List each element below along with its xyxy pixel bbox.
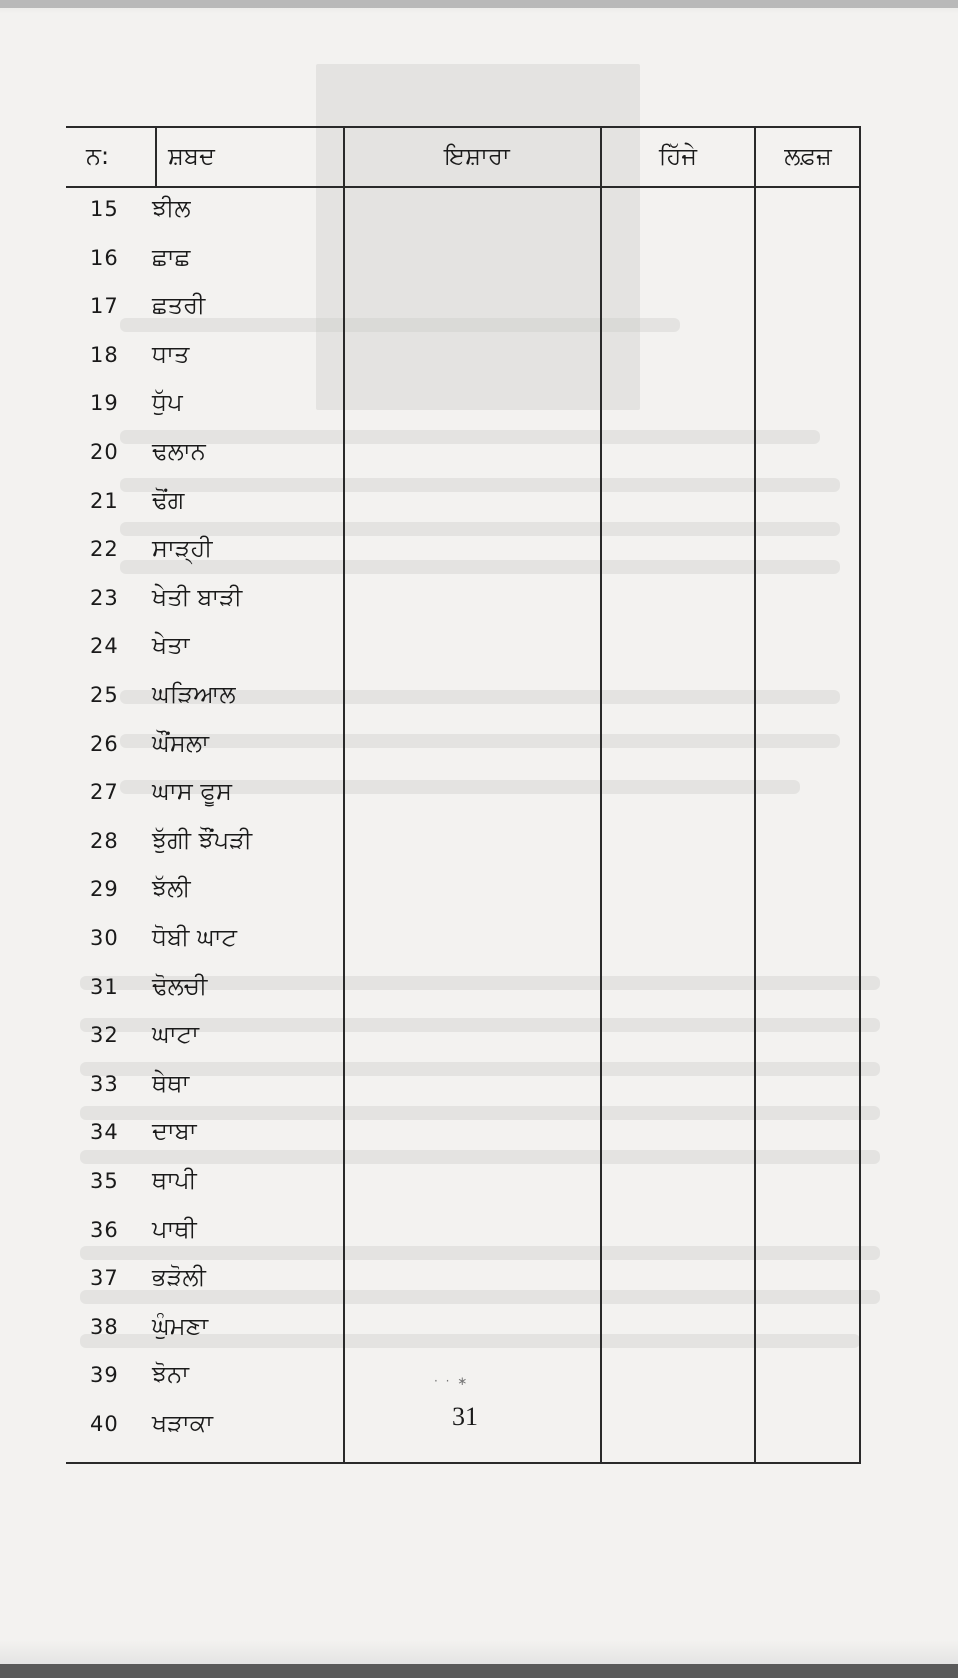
table-row <box>66 287 600 329</box>
column-divider <box>754 126 756 1464</box>
table-row <box>66 1113 600 1155</box>
header-number: ਨ: <box>86 142 110 170</box>
table-row <box>66 968 600 1010</box>
column-divider <box>859 126 861 1464</box>
row-number: 15 <box>90 197 119 221</box>
header-word: ਸ਼ਬਦ <box>168 142 215 170</box>
row-word: ਥਾਪੀ <box>152 1166 197 1194</box>
page-ornament: · · ∗ <box>434 1374 470 1388</box>
column-divider <box>600 126 602 1464</box>
table-row <box>66 870 600 912</box>
table-row <box>66 239 600 281</box>
row-number: 37 <box>90 1266 119 1291</box>
table-row <box>66 482 600 524</box>
row-number: 40 <box>90 1412 119 1436</box>
row-number: 33 <box>90 1071 119 1096</box>
table-row <box>66 919 600 961</box>
table-row <box>66 1356 600 1398</box>
row-word: ਝੀਲ <box>152 194 191 222</box>
table-row <box>66 773 600 815</box>
row-number: 27 <box>90 780 119 805</box>
table-row <box>66 1065 600 1107</box>
row-number: 25 <box>90 683 119 707</box>
row-number: 39 <box>90 1363 119 1388</box>
row-word: ਢੋਲਚੀ <box>152 971 208 1000</box>
table-row <box>66 579 600 621</box>
table-row <box>66 1259 600 1301</box>
header-spelling: ਹਿੱਜੇ <box>658 142 698 170</box>
scan-bottom-edge <box>0 1664 958 1678</box>
row-word: ਛਾਛ <box>152 242 191 271</box>
page-top-shadow <box>0 0 958 8</box>
table-header-rule <box>66 186 860 188</box>
table-row <box>66 384 600 426</box>
table-row <box>66 1016 600 1058</box>
row-number: 35 <box>90 1169 119 1193</box>
table-row <box>66 190 600 232</box>
row-number: 29 <box>90 877 119 902</box>
row-number: 26 <box>90 731 119 756</box>
row-word: ਪਾਥੀ <box>152 1214 197 1243</box>
row-word: ਢਲਾਨ <box>152 437 206 465</box>
table-bottom-rule <box>66 1462 860 1464</box>
row-number: 17 <box>90 294 119 319</box>
row-number: 36 <box>90 1217 119 1242</box>
row-word: ਝੋਨਾ <box>152 1360 189 1389</box>
row-word: ਝੱਲੀ <box>152 874 191 903</box>
row-number: 31 <box>90 974 119 999</box>
row-word: ਖੇਤਾ <box>152 631 190 660</box>
row-word: ਘੌਂਸਲਾ <box>152 728 209 757</box>
table-row <box>66 1405 600 1447</box>
column-divider <box>155 126 157 186</box>
table-row <box>66 1211 600 1253</box>
row-word: ਧਾਤ <box>152 339 190 368</box>
row-number: 18 <box>90 342 119 367</box>
row-number: 22 <box>90 537 119 562</box>
table-row <box>66 1308 600 1350</box>
row-word: ਦਾਬਾ <box>152 1117 197 1146</box>
row-word: ਥੇਥਾ <box>152 1068 190 1097</box>
row-number: 34 <box>90 1120 119 1145</box>
row-word: ਸਾੜ੍ਹੀ <box>152 534 213 563</box>
table-row <box>66 725 600 767</box>
row-number: 21 <box>90 488 119 513</box>
table-row <box>66 627 600 669</box>
header-lafaz: ਲਫ਼ਜ਼ <box>784 142 832 170</box>
row-number: 24 <box>90 634 119 659</box>
row-number: 28 <box>90 828 119 853</box>
row-word: ਖੇਤੀ ਬਾੜੀ <box>152 582 243 611</box>
row-word: ਧੋਬੀ ਘਾਟ <box>152 923 238 951</box>
header-sign: ਇਸ਼ਾਰਾ <box>444 142 510 170</box>
row-number: 32 <box>90 1023 119 1048</box>
table-row <box>66 433 600 475</box>
row-word: ਘੜਿਆਲ <box>152 680 236 708</box>
row-word: ਝੁੱਗੀ ਝੌਂਪੜੀ <box>152 825 253 854</box>
row-word: ਘਾਟਾ <box>152 1020 199 1049</box>
table-top-rule <box>66 126 860 128</box>
row-number: 30 <box>90 926 119 950</box>
page-number: 31 <box>452 1402 478 1431</box>
row-word: ਘੁੰਮਣਾ <box>152 1311 209 1340</box>
table-row <box>66 1162 600 1204</box>
row-word: ਖੜਾਕਾ <box>152 1409 213 1437</box>
row-number: 19 <box>90 391 119 416</box>
row-number: 23 <box>90 585 119 610</box>
row-word: ਢੋਂਗ <box>152 485 185 514</box>
row-word: ਧੁੱਪ <box>152 388 183 417</box>
row-number: 38 <box>90 1314 119 1339</box>
row-number: 20 <box>90 440 119 464</box>
row-number: 16 <box>90 245 119 270</box>
table-row <box>66 676 600 718</box>
row-word: ਘਾਸ ਫੂਸ <box>152 777 232 806</box>
table-row <box>66 822 600 864</box>
table-row <box>66 530 600 572</box>
row-word: ਭੜੋਲੀ <box>152 1263 206 1292</box>
row-word: ਛਤਰੀ <box>152 291 206 320</box>
table-row <box>66 336 600 378</box>
